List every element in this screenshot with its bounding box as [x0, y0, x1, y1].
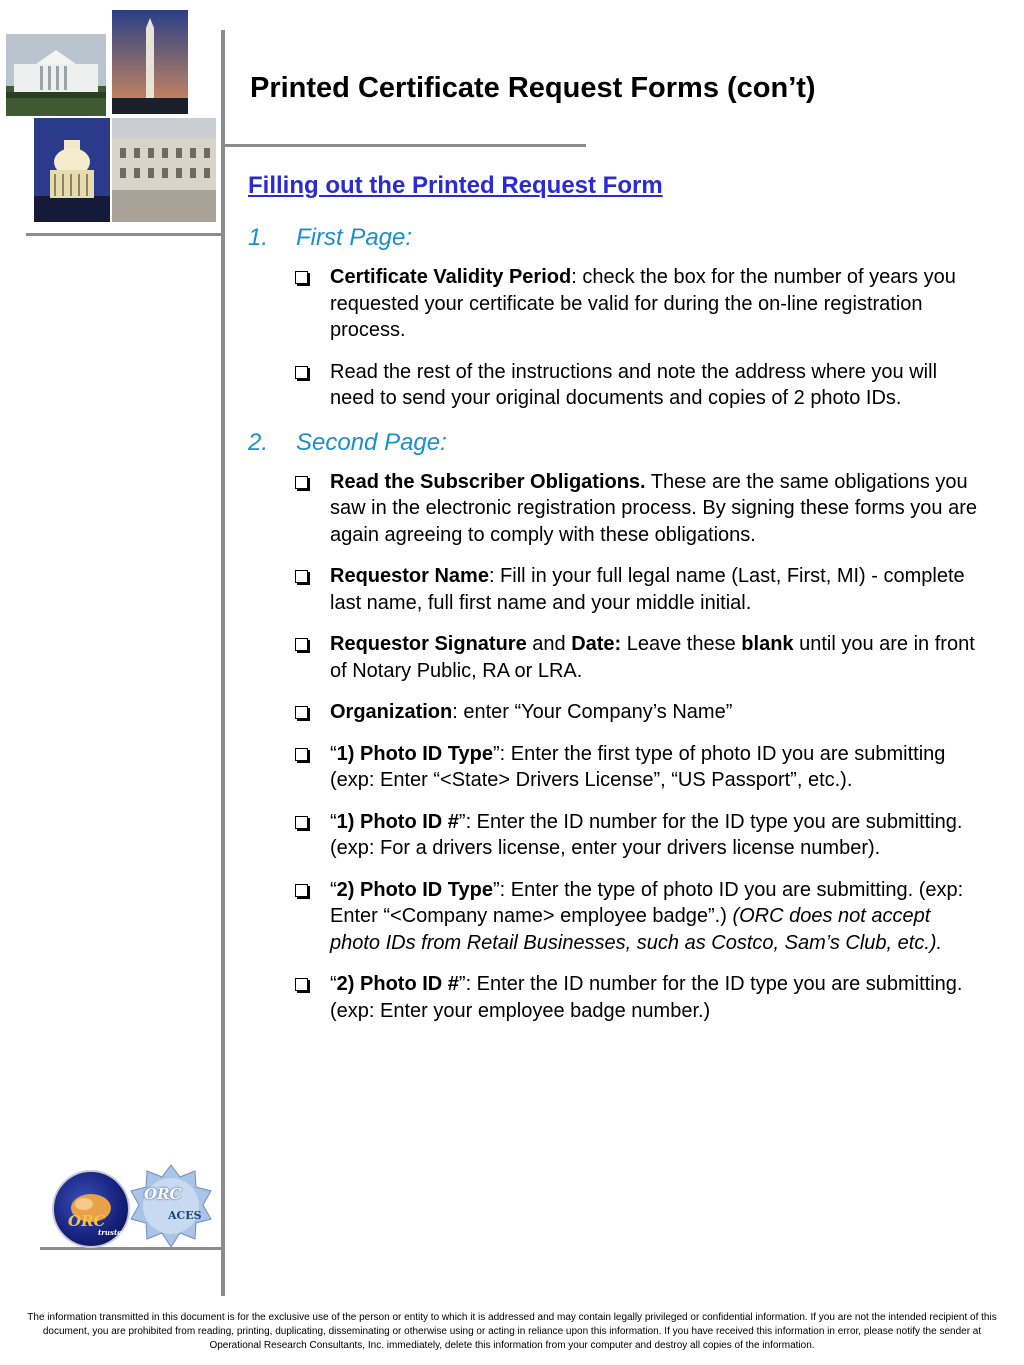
checkbox-bullet-icon: [248, 469, 330, 549]
capitol-photo: [34, 118, 110, 222]
section-heading-first-page: [248, 222, 978, 254]
bullet-text: ”: Enter the first type of photo ID you are submitting (exp: Enter “<State> Drivers License”, “US Passport”, etc.).: [330, 742, 946, 791]
bullet-text: Read the rest of the instructions and note the address where you will need to send your original documents and copies of 2 photo IDs.: [330, 360, 938, 409]
checkbox-bullet-icon: [248, 877, 330, 957]
bullet-bold: Certificate Validity Period: [330, 266, 572, 288]
checkbox-bullet-icon: [248, 563, 330, 616]
bullet-text: : Fill in your full legal name (Last, First, MI) - complete last name, full first name and your middle initial.: [330, 565, 965, 614]
list-item: [248, 971, 978, 1024]
list-item: [248, 741, 978, 794]
title-underline: [224, 144, 586, 147]
orc-aces-logo: [128, 1163, 214, 1249]
section-number: 1.: [248, 224, 269, 251]
checkbox-bullet-icon: [248, 809, 330, 862]
section-title: Second Page:: [296, 428, 447, 456]
list-item: [248, 469, 978, 549]
list-item: [248, 631, 978, 684]
bullet-text: “: [330, 878, 337, 901]
list-item: [248, 809, 978, 862]
bullet-bold: Requestor Signature: [330, 633, 527, 655]
bullet-text: “: [330, 810, 337, 833]
list-item: [248, 264, 978, 344]
section-heading-second-page: [248, 427, 978, 459]
instructions-content: [248, 222, 978, 1039]
bullet-text: ”: Enter the ID number for the ID type you are submitting. (exp: For a drivers license, enter your drivers license number).: [330, 810, 963, 859]
page-title: Printed Certificate Request Forms (con’t): [250, 72, 816, 104]
bullet-text: Leave these: [621, 633, 742, 655]
bullet-bold: Read the Subscriber Obligations.: [330, 470, 646, 493]
bullet-text: : enter “Your Company’s Name”: [452, 701, 733, 723]
list-item: [248, 699, 978, 726]
bullet-italic: (ORC does not accept photo IDs from Retail Businesses, such as Costco, Sam’s Club, etc.).: [330, 905, 943, 954]
section-number: 2.: [248, 428, 269, 456]
washington-monument-photo: [112, 10, 188, 114]
bullet-text: “: [330, 742, 337, 765]
bullet-bold: Organization: [330, 701, 453, 723]
vertical-divider: [221, 30, 225, 1296]
bullet-bold: blank: [741, 633, 794, 655]
bullet-text: and: [526, 633, 572, 655]
list-item: [248, 359, 978, 412]
white-house-photo: [6, 34, 106, 116]
bullet-text: “: [330, 973, 337, 995]
bullet-bold: 1) Photo ID Type: [336, 742, 493, 765]
bullet-bold: 2) Photo ID #: [336, 973, 459, 995]
bullet-bold: Date:: [571, 633, 622, 655]
section-subhead: Filling out the Printed Request Form: [248, 172, 663, 199]
checkbox-bullet-icon: [248, 264, 330, 344]
bullet-text: ”: Enter the type of photo ID you are submitting. (exp: Enter “<Company name> employee badge”.): [330, 878, 964, 927]
checkbox-bullet-icon: [248, 699, 330, 726]
aces-logo-text: ACES: [168, 1209, 202, 1222]
orc-trusted-logo: [52, 1170, 130, 1248]
government-building-photo: [112, 118, 216, 222]
checkbox-bullet-icon: [248, 971, 330, 1024]
checkbox-bullet-icon: [248, 631, 330, 684]
checkbox-bullet-icon: [248, 359, 330, 412]
orc-logo-text: ORC: [144, 1185, 182, 1203]
bullet-bold: 2) Photo ID Type: [336, 878, 493, 901]
confidentiality-footer: The information transmitted in this document is for the exclusive use of the person or entity to which it is addressed and may contain legally privileged or confidential information. If you are not the intended recipient of this document, you are prohibited from reading, printing, duplicating, disseminating or otherwise using or acting in reliance upon this information. If you have received this information in error, please notify the sender at Operational Research Consultants, Inc. immediately, delete this information from your computer and destroy all copies of the information.: [27, 1312, 997, 1351]
list-item: [248, 877, 978, 957]
bullet-text: ”: Enter the ID number for the ID type you are submitting. (exp: Enter your employee badge number.): [330, 973, 963, 1022]
orc-logo-subtext: trusted: [98, 1228, 127, 1237]
bullet-text: These are the same obligations you saw in the electronic registration process. By signing these forms you are again agreeing to comply with these obligations.: [330, 470, 977, 546]
bullet-text: : check the box for the number of years you requested your certificate be valid for during the on-line registration process.: [330, 266, 956, 341]
section-title: First Page:: [296, 224, 413, 251]
orc-logo-text: ORC: [68, 1212, 106, 1230]
bullet-bold: 1) Photo ID #: [336, 810, 459, 833]
list-item: [248, 563, 978, 616]
checkbox-bullet-icon: [248, 741, 330, 794]
bullet-bold: Requestor Name: [330, 565, 489, 587]
photo-divider: [26, 233, 224, 236]
bullet-text: until you are in front of Notary Public, RA or LRA.: [330, 633, 975, 682]
